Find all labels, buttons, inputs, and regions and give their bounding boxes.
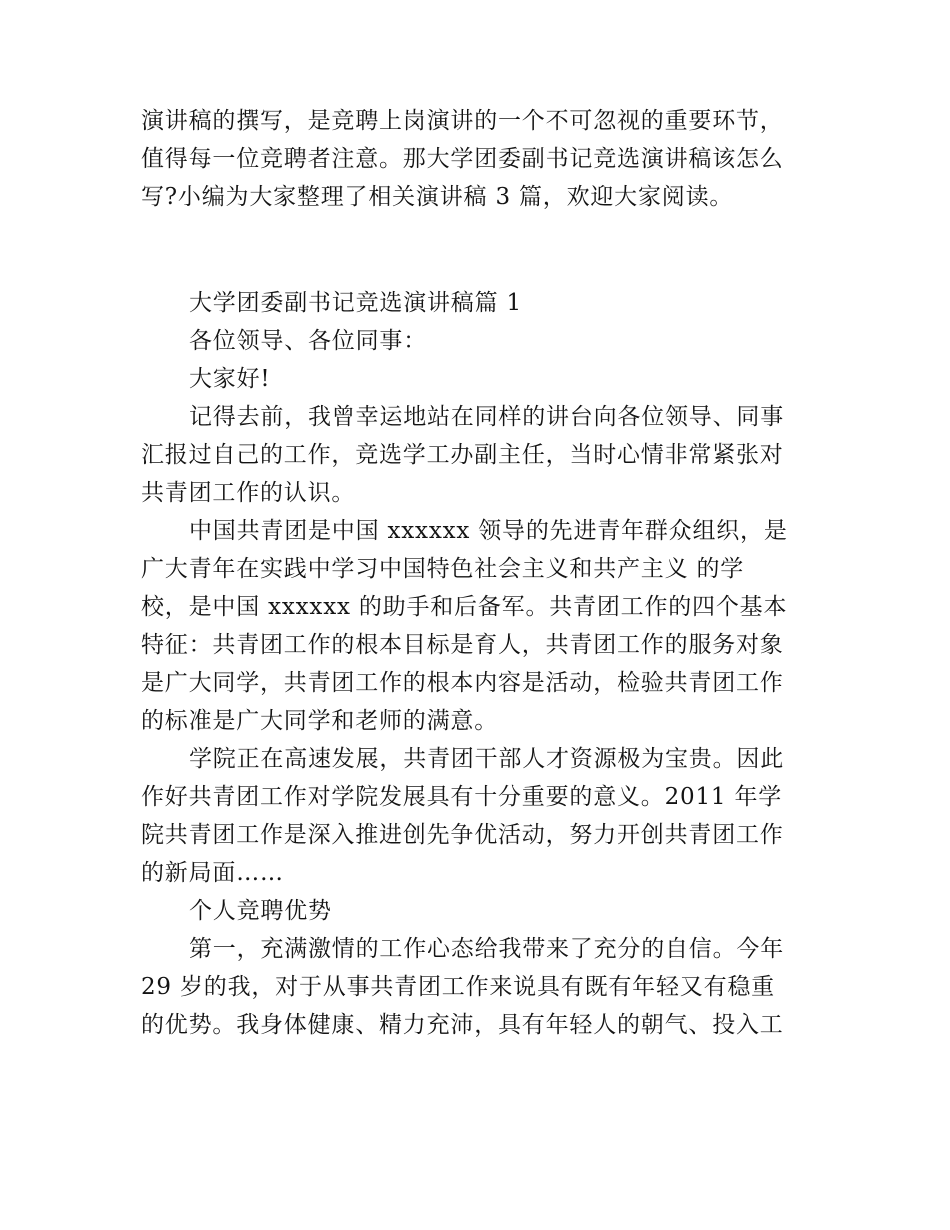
- paragraph-line: 的优势。我身体健康、精力充沛，具有年轻人的朝气、投入工: [141, 1012, 784, 1038]
- paragraph-line: 汇报过自己的工作，竞选学工办副主任，当时心情非常紧张对: [141, 442, 784, 468]
- paragraph-line: 29 岁的我，对于从事共青团工作来说具有既有年轻又有稳重: [141, 974, 775, 1000]
- paragraph-line: 是广大同学，共青团工作的根本内容是活动，检验共青团工作: [141, 670, 784, 696]
- intro-line: 写?小编为大家整理了相关演讲稿 3 篇，欢迎大家阅读。: [141, 184, 734, 210]
- paragraph-line: 特征：共青团工作的根本目标是育人，共青团工作的服务对象: [141, 632, 784, 658]
- paragraph-line: 的标准是广大同学和老师的满意。: [141, 708, 498, 734]
- intro-line: 值得每一位竞聘者注意。那大学团委副书记竞选演讲稿该怎么: [141, 146, 784, 172]
- speech-body: [141, 284, 821, 1044]
- paragraph-line: 共青团工作的认识。: [141, 480, 356, 506]
- paragraph-line: 中国共青团是中国 xxxxxx 领导的先进青年群众组织，是: [189, 518, 788, 544]
- paragraph-line: 第一，充满激情的工作心态给我带来了充分的自信。今年: [189, 936, 784, 962]
- section-title: 大学团委副书记竞选演讲稿篇 1: [189, 290, 522, 316]
- paragraph-line: 校，是中国 xxxxxx 的助手和后备军。共青团工作的四个基本: [141, 594, 788, 620]
- paragraph-line: 记得去前，我曾幸运地站在同样的讲台向各位领导、同事: [189, 404, 784, 430]
- paragraph-line: 学院正在高速发展，共青团干部人才资源极为宝贵。因此: [189, 746, 784, 772]
- paragraph-line: 广大青年在实践中学习中国特色社会主义和共产主义 的学: [141, 556, 745, 582]
- paragraph-line: 院共青团工作是深入推进创先争优活动，努力开创共青团工作: [141, 822, 784, 848]
- intro-line: 演讲稿的撰写，是竞聘上岗演讲的一个不可忽视的重要环节，: [141, 108, 784, 134]
- greeting: 大家好!: [189, 366, 271, 392]
- paragraph-line: 作好共青团工作对学院发展具有十分重要的意义。2011 年学: [141, 784, 783, 810]
- paragraph-line: 的新局面……: [141, 860, 284, 886]
- salutation: 各位领导、各位同事：: [189, 328, 427, 354]
- subheading: 个人竞聘优势: [189, 898, 332, 924]
- intro-paragraph: [141, 102, 821, 216]
